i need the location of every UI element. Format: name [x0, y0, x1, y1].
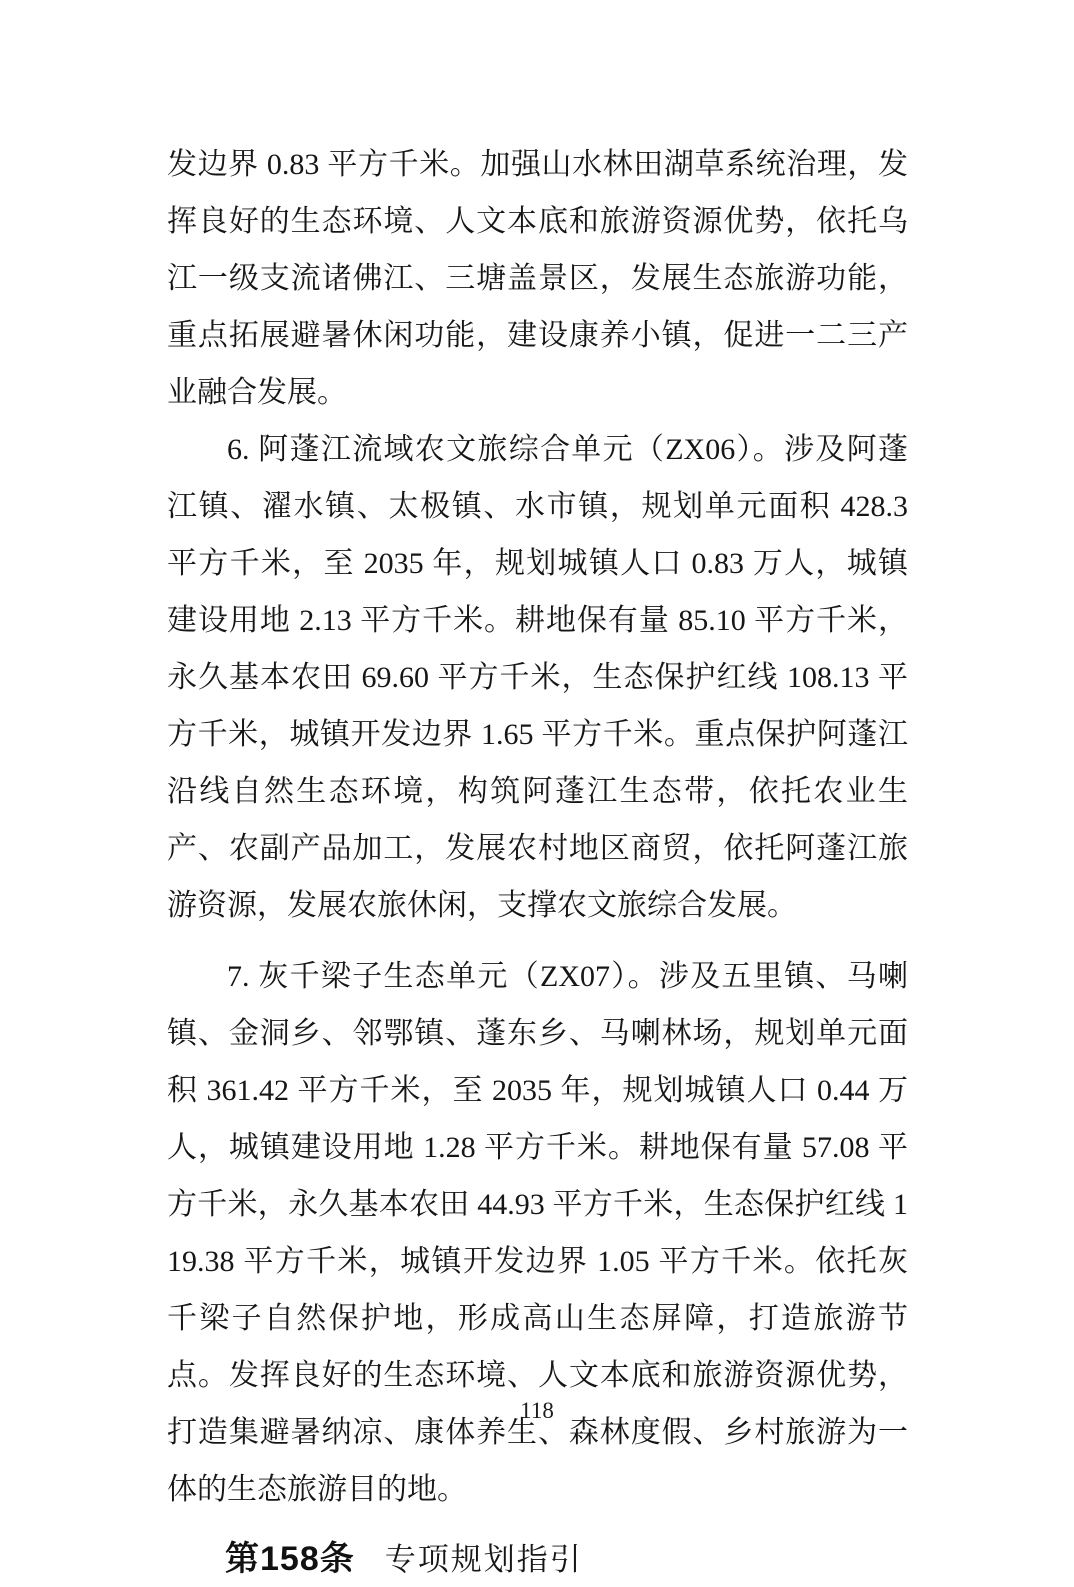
- body-paragraph-unit-zx07: 7. 灰千梁子生态单元（ZX07）。涉及五里镇、马喇镇、金洞乡、邻鄂镇、蓬东乡、马喇林场，规划单元面积 361.42 平方千米，至 2035 年，规划城镇人口 0.44 万人，城镇建设用地 1.28 平方千米。耕地保有量 57.08 平方千米，永久基本农田 44.93 平方千米，生态保护红线 119.38 平方千米，城镇开发边界 1.05 平方千米。依托灰千梁子自然保护地，形成高山生态屏障，打造旅游节点。发挥良好的生态环境、人文本底和旅游资源优势，打造集避暑纳凉、康体养生、森林度假、乡村旅游为一体的生态旅游目的地。: [167, 960, 908, 1506]
- article-title: 专项规划指引: [384, 1542, 583, 1577]
- page-footer: [0, 1398, 1074, 1424]
- page-number: 118: [520, 1398, 554, 1423]
- body-paragraph-continuation: 发边界 0.83 平方千米。加强山水林田湖草系统治理，发挥良好的生态环境、人文本底和旅游资源优势，依托乌江一级支流诸佛江、三塘盖景区，发展生态旅游功能，重点拓展避暑休闲功能，建设康养小镇，促进一二三产业融合发展。: [167, 148, 908, 409]
- article-number: 第158条: [225, 1540, 355, 1578]
- article-heading: [167, 1535, 908, 1587]
- body-paragraph-unit-zx06: 6. 阿蓬江流域农文旅综合单元（ZX06）。涉及阿蓬江镇、濯水镇、太极镇、水市镇，规划单元面积 428.3 平方千米，至 2035 年，规划城镇人口 0.83 万人，城镇建设用地 2.13 平方千米。耕地保有量 85.10 平方千米，永久基本农田 69.60 平方千米，生态保护红线 108.13 平方千米，城镇开发边界 1.65 平方千米。重点保护阿蓬江沿线自然生态环境，构筑阿蓬江生态带，依托农业生产、农副产品加工，发展农村地区商贸，依托阿蓬江旅游资源，发展农旅休闲，支撑农文旅综合发展。: [167, 433, 908, 922]
- body-text: [167, 136, 908, 1587]
